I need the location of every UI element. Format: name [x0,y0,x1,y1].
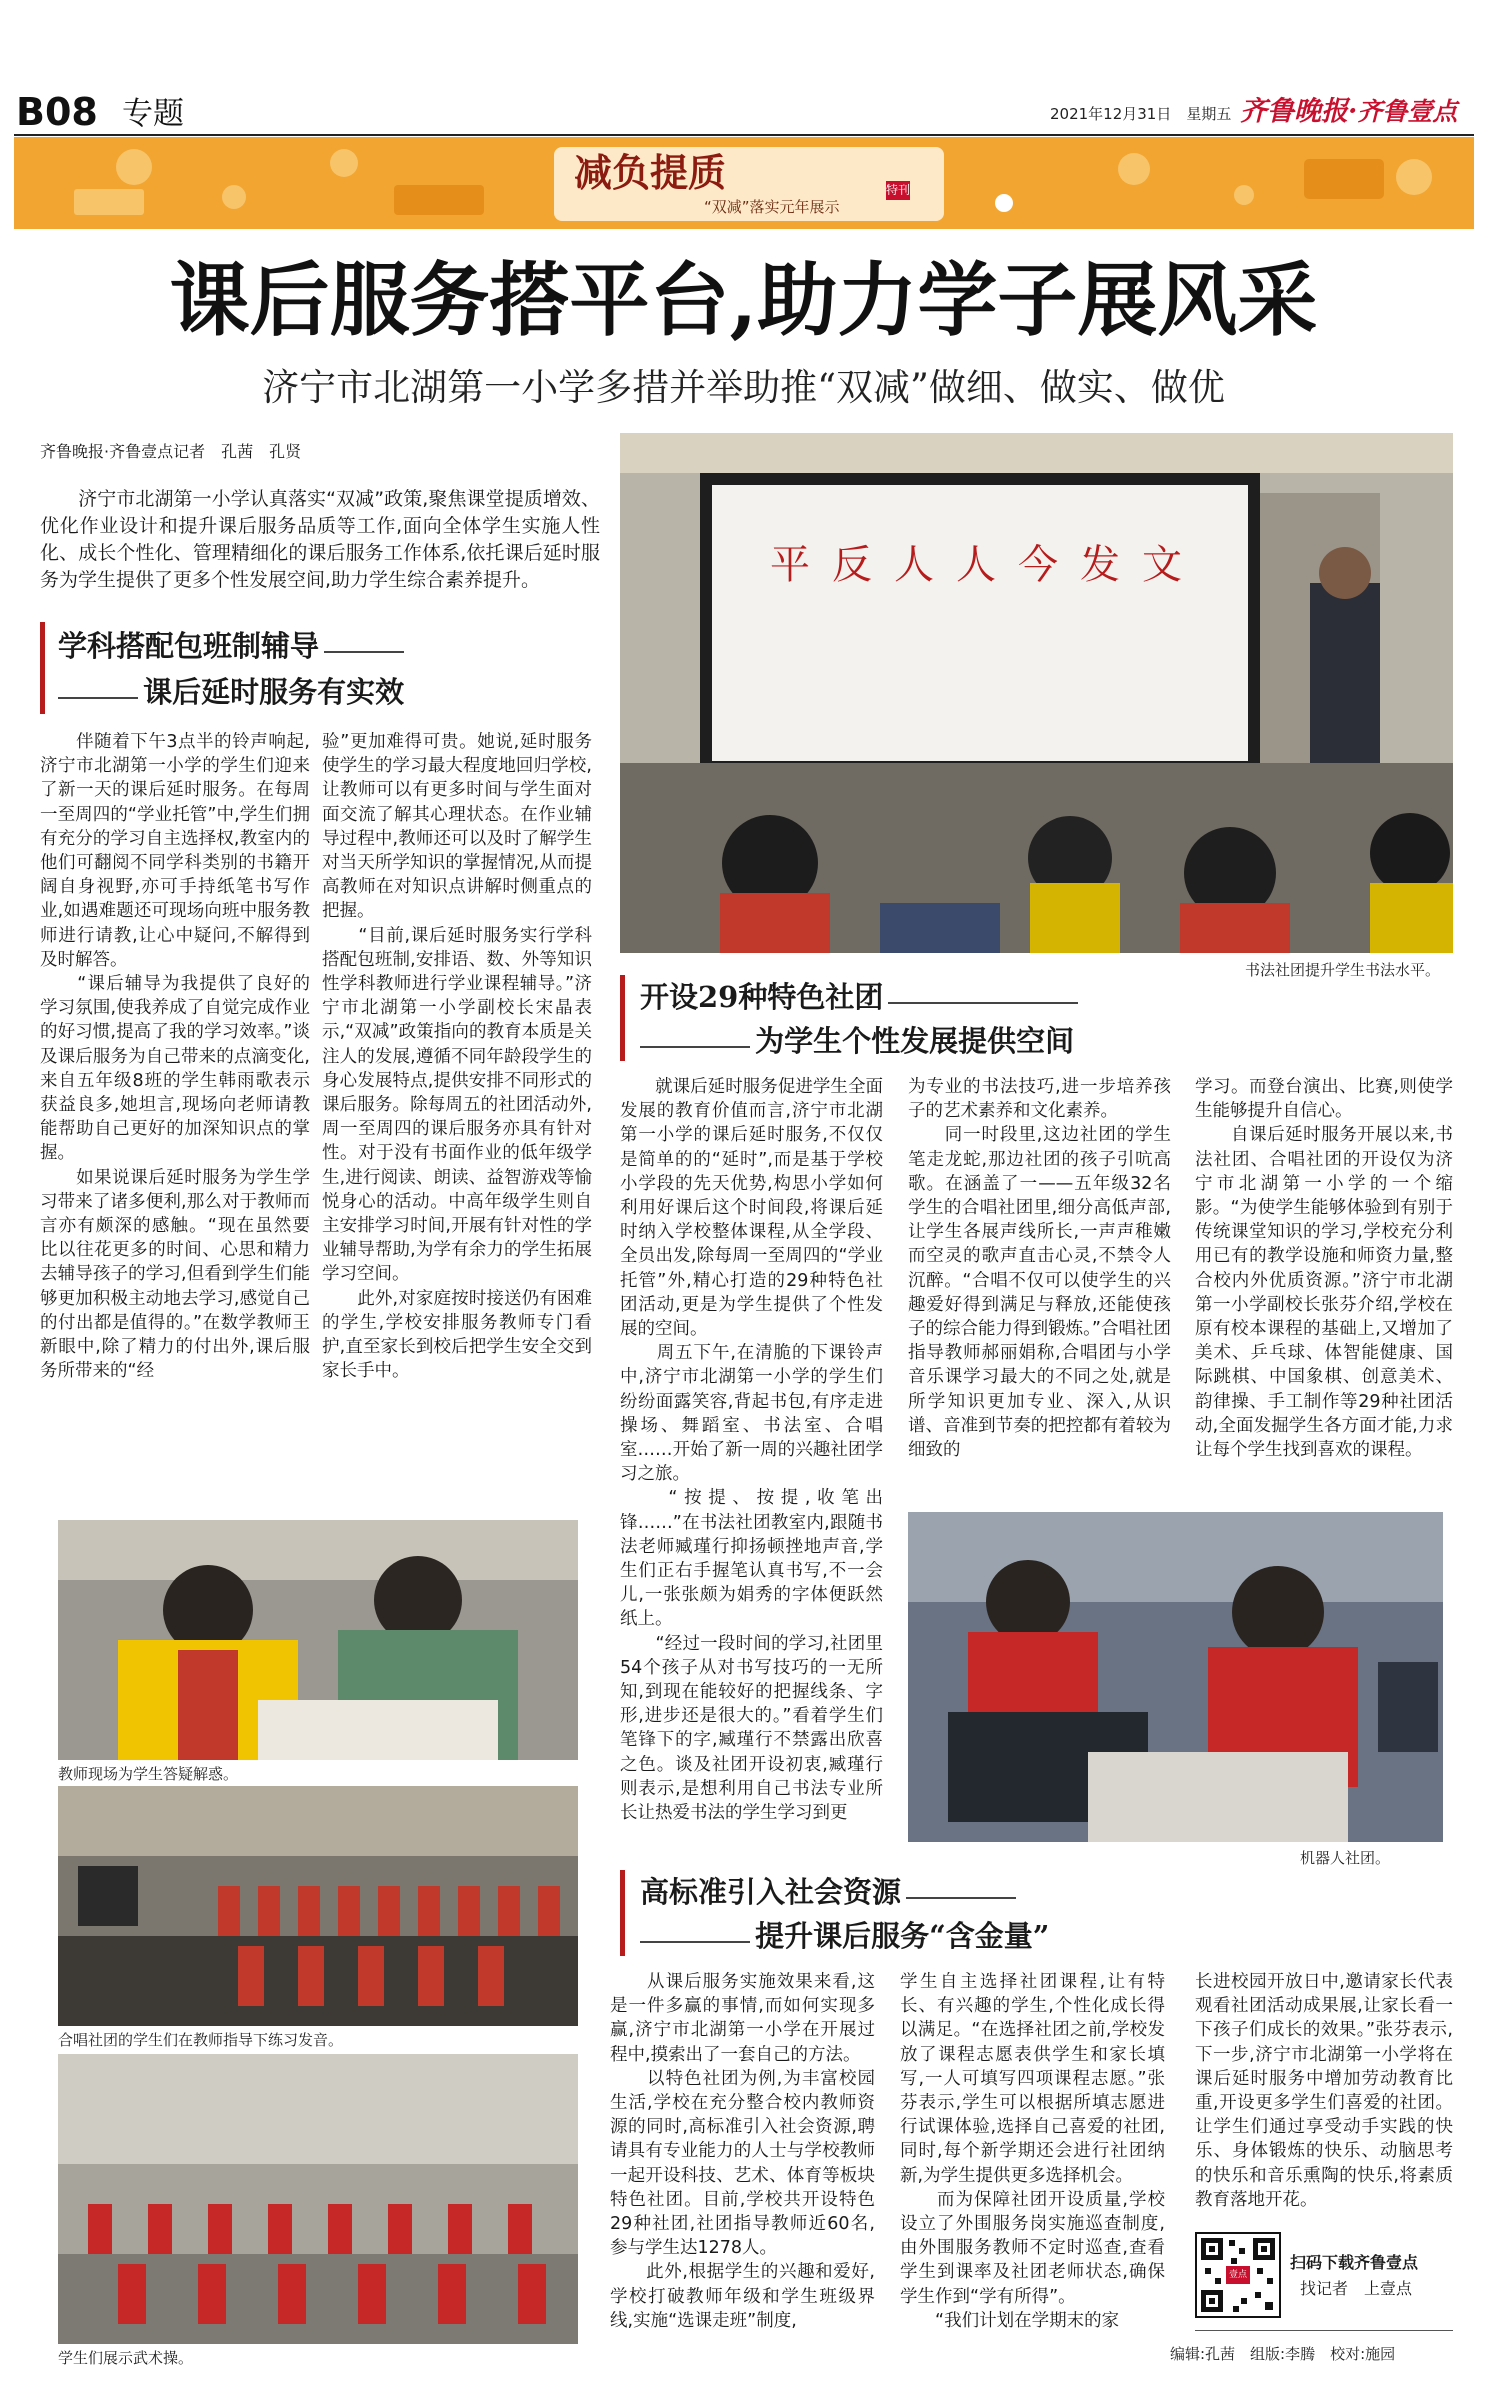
board-characters: 平反人人今发文 [770,542,1204,588]
paper-name: 齐鲁晚报 [1240,96,1348,127]
section3-title-line2: 提升课后服务“含金量” [755,1919,1050,1953]
headline: 课后服务搭平台,助力学子展风采 [169,253,1318,347]
caption-choir: 合唱社团的学生们在教师指导下练习发音。 [58,2031,344,2049]
section2-bar [620,975,625,1061]
section2-col1: 就课后延时服务促进学生全面发展的教育价值而言,济宁市北湖第一小学的课后延时服务,不仅仅是简单的的“延时”,而是基于学校小学段的先天优势,构思小学如何利用好课后这个时间段,将课后延时纳入学校整体课程,从全学段、全员出发,除每周一至周四的“学业托管”外,精心打造的29种特色社团活动,更是为学生提供了个性发展的空间。 周五下午,在清脆的下课铃声中,济宁市北湖第一小学的学生们纷纷面露笑容,背起书包,有序走进操场、舞蹈室、书法室、合唱室……开始了新一周的兴趣社团学习之旅。 “按提、按提,收笔出锋……”在书法社团教室内,跟随书法老师臧瑾行抑扬顿挫地声音,学生们正右手握笔认真书写,不一会儿,一张张颇为娟秀的字体便跃然纸上。 “经过一段时间的学习,社团里54个孩子从对书写技巧的一无所知,到现在能较好的把握线条、字形,进步还是很大的。”看着学生们笔锋下的字,臧瑾行不禁露出欣喜之色。谈及社团开设初衷,臧瑾行则表示,是想利用自己书法专业所长让热爱书法的学生学习到更 [620,1077,883,1824]
section2-heading [640,977,1460,1061]
section3-heading [640,1872,1460,1956]
photo-calligraphy-class [620,433,1453,953]
section2-col2: 为专业的书法技巧,进一步培养孩子的艺术素养和文化素养。 同一时段里,这边社团的学生笔走龙蛇,那边社团的孩子引吭高歌。在涵盖了一——五年级32名学生的合唱社团里,细分高低声部,让学生各展声线所长,一声声稚嫩而空灵的歌声直击心灵,不禁令人沉醉。“合唱不仅可以使学生的兴趣爱好得到满足与释放,还能使孩子的综合能力得到锻炼。”合唱社团指导教师郝丽娟称,合唱团与小学音乐课学习最大的不同之处,就是所学知识更加专业、深入,从识谱、音准到节奏的把控都有着较为细致的 [908,1077,1171,1461]
qr-label: 壹点 [1228,2270,1247,2280]
subheadline: 济宁市北湖第一小学多措并举助推“双减”做细、做实、做优 [262,366,1225,409]
credits-line: 编辑:孔茜 组版:李腾 校对:施园 [1170,2345,1396,2363]
banner-subtitle: “双减”落实元年展示 [704,198,840,216]
banner-tag: 特刊 [886,181,910,200]
banner-title: 减负提质 [574,151,727,195]
qr-code[interactable] [1195,2232,1281,2318]
lead-paragraph: 济宁市北湖第一小学认真落实“双减”政策,聚焦课堂提质增效、优化作业设计和提升课后服务品质等工作,面向全体学生实施人性化、成长个性化、管理精细化的课后服务工作体系,依托课后延时服务为学生提供了更多个性发展空间,助力学生综合素养提升。 [40,488,600,591]
feature-banner [14,137,1474,229]
byline: 齐鲁晚报·齐鲁壹点记者 孔茜 孔贤 [40,442,302,461]
section2-title-line1: 开设29种特色社团 [640,980,884,1014]
sub-brand: 齐鲁壹点 [1357,97,1458,126]
photo-teacher-helping [58,1520,578,1760]
paper-logo: 齐鲁晚报·齐鲁壹点 [1240,96,1458,127]
photo-choir [58,1786,578,2026]
section1-title-line2: 课后延时服务有实效 [143,675,405,709]
section3-col1: 从课后服务实施效果来看,这是一件多赢的事情,而如何实现多赢,济宁市北湖第一小学在开展过程中,摸索出了一套自己的方法。 以特色社团为例,为丰富校园生活,学校在充分整合校内教师资源的同时,高标准引入社会资源,聘请具有专业能力的人士与学校教师一起开设科技、艺术、体育等板块特色社团。目前,学校共开设特色29种社团,社团指导教师近60名,参与学生达1278人。 此外,根据学生的兴趣和爱好,学校打破教师年级和学生班级界线,实施“选课走班”制度, [610,1972,875,2331]
section1-col1: 伴随着下午3点半的铃声响起,济宁市北湖第一小学的学生们迎来了新一天的课后延时服务。在每周一至周四的“学业托管”中,学生们拥有充分的学习自主选择权,教室内的他们可翻阅不同学科类别的书籍开阔自身视野,亦可手持纸笔书写作业,如遇难题还可现场向班中服务教师进行请教,让心中疑问,不解得到及时解答。 “课后辅导为我提供了良好的学习氛围,使我养成了自觉完成作业的好习惯,提高了我的学习效率。”谈及课后服务为自己带来的点滴变化,来自五年级8班的学生韩雨歌表示获益良多,她坦言,现场向老师请教能帮助自己更好的加深知识点的掌握。 如果说课后延时服务为学生学习带来了诸多便利,那么对于教师而言亦有颇深的感触。“现在虽然要比以往花更多的时间、心思和精力去辅导孩子的学习,但看到学生们能够更加积极主动地去学习,感觉自己的付出都是值得的。”在数学教师王新眼中,除了精力的付出外,课后服务所带来的“经 [40,732,310,1382]
date-line: 2021年12月31日 星期五 [1050,105,1232,123]
section-label: 专题 [122,96,184,132]
page-code: B08 [16,90,98,134]
caption-teacher: 教师现场为学生答疑解惑。 [58,1765,239,1783]
section3-col2: 学生自主选择社团课程,让有特长、有兴趣的学生,个性化成长得以满足。“在选择社团之前,学校发放了课程志愿表供学生和家长填写,一人可填写四项课程志愿。”张芬表示,学生可以根据所填志愿进行试课体验,选择自己喜爱的社团,同时,每个新学期还会进行社团纳新,为学生提供更多选择机会。 而为保障社团开设质量,学校设立了外围服务岗实施巡查制度,由外围服务教师不定时巡查,查看学生到课率及社团老师状态,确保学生作到“学有所得”。 “我们计划在学期末的家 [900,1972,1165,2331]
section1-bar [40,622,45,714]
photo-robotics [908,1512,1443,1842]
photo-martial-arts [58,2054,578,2344]
footer-rule [1195,2330,1453,2331]
section1-col2: 验”更加难得可贵。她说,延时服务使学生的学习最大程度地回归学校,让教师可以有更多时间与学生面对面交流了解其心理状态。在作业辅导过程中,教师还可以及时了解学生对当天所学知识的掌握情况,从而提高教师在对知识点讲解时侧重点的把握。 “目前,课后延时服务实行学科搭配包班制,安排语、数、外等知识性学科教师进行学业课程辅导。”济宁市北湖第一小学副校长宋晶表示,“双减”政策指向的教育本质是关注人的发展,遵循不同年龄段学生的身心发展特点,提供安排不同形式的课后服务。除每周五的社团活动外,周一至周四的课后服务亦具有针对性。对于没有书面作业的低年级学生,进行阅读、朗读、益智游戏等愉悦身心的活动。中高年级学生则自主安排学习时间,开展有针对性的学业辅导帮助,为学有余力的学生拓展学习空间。 此外,对家庭按时接送仍有困难的学生,学校安排服务教师专门看护,直至家长到校后把学生安全交到家长手中。 [322,732,592,1382]
section3-col3: 长进校园开放日中,邀请家长代表观看社团活动成果展,让家长看一下孩子们成长的效果。”张芬表示,下一步,济宁市北湖第一小学将在课后延时服务中增加劳动教育比重,开设更多学生们喜爱的社团。让学生们通过享受动手实践的快乐、身体锻炼的快乐、动脑思考的快乐和音乐熏陶的快乐,将素质教育落地开花。 [1195,1972,1453,2210]
qr-caption-line1: 扫码下载齐鲁壹点 [1290,2253,1419,2272]
caption-calligraphy: 书法社团提升学生书法水平。 [1245,961,1441,979]
caption-martial-arts: 学生们展示武术操。 [58,2349,194,2367]
header-rule [14,134,1474,136]
section2-title-line2: 为学生个性发展提供空间 [755,1024,1075,1058]
section1-title-line1: 学科搭配包班制辅导 [58,629,320,663]
section3-title-line1: 高标准引入社会资源 [640,1875,902,1909]
caption-robotics: 机器人社团。 [1300,1849,1391,1867]
section1-heading [58,626,598,712]
qr-caption-line2: 找记者 上壹点 [1300,2279,1413,2298]
section3-bar [620,1870,625,1956]
section2-col3: 学习。而登台演出、比赛,则使学生能够提升自信心。 自课后延时服务开展以来,书法社团、合唱社团的开设仅为济宁市北湖第一小学的一个缩影。“为使学生能够体验到有别于传统课堂知识的学习,学校充分利用已有的教学设施和师资力量,整合校内外优质资源。”济宁市北湖第一小学副校长张芬介绍,学校在原有校本课程的基础上,又增加了美术、乒乓球、体智能健康、国际跳棋、中国象棋、创意美术、韵律操、手工制作等29种社团活动,全面发掘学生各方面才能,力求让每个学生找到喜欢的课程。 [1195,1077,1453,1461]
